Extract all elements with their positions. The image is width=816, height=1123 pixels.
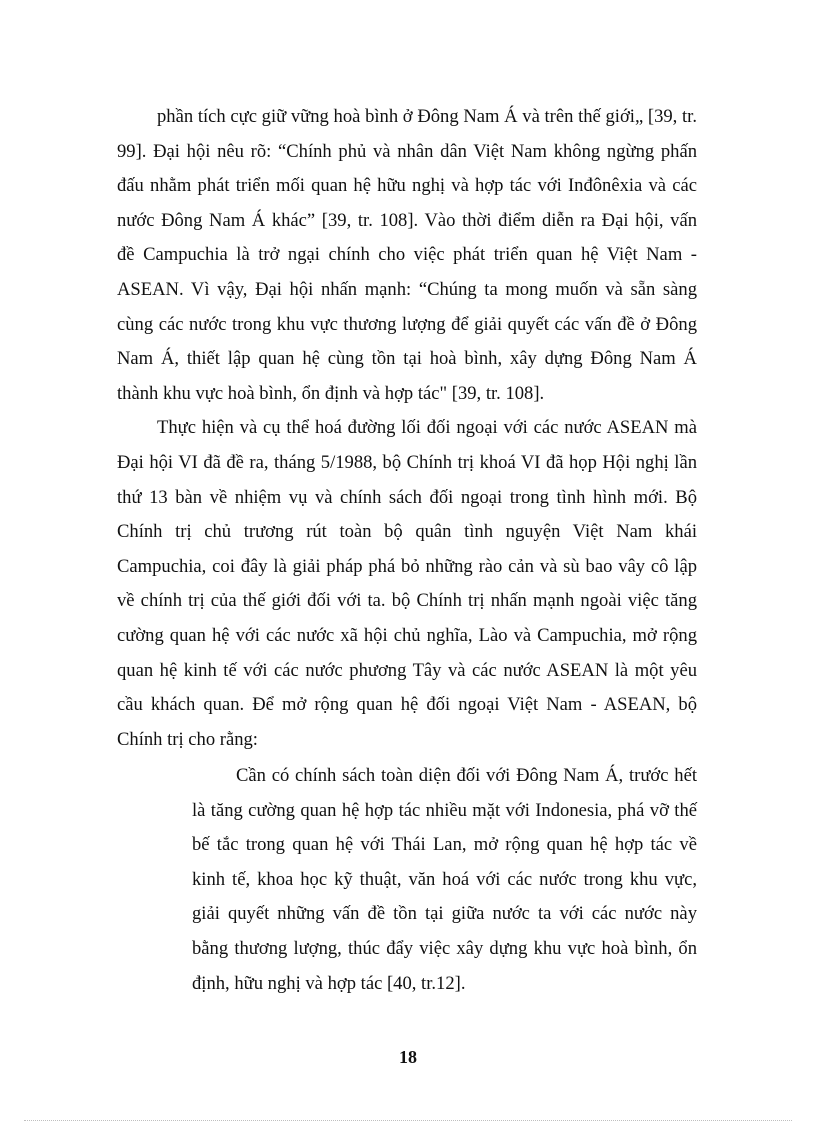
quote-line: giải quyết những vấn đề tồn tại giữa nước ta với các nước này (192, 903, 697, 925)
text-line: về chính trị của thế giới đối với ta. bộ Chính trị nhấn mạnh ngoài việc tăng (117, 590, 697, 612)
text-line: Chính trị chủ trương rút toàn bộ quân tình nguyện Việt Nam khái (117, 521, 697, 543)
footer-divider (24, 1120, 792, 1121)
text-line: Nam Á, thiết lập quan hệ cùng tồn tại hoà bình, xây dựng Đông Nam Á (117, 348, 697, 370)
text-line: quan hệ kinh tế với các nước phương Tây và các nước ASEAN là một yêu (117, 659, 697, 681)
quote-line: bằng thương lượng, thúc đẩy việc xây dựng khu vực hoà bình, ổn (192, 937, 697, 959)
body-text (117, 100, 697, 757)
quote-line: kinh tế, khoa học kỹ thuật, văn hoá với các nước trong khu vực, (192, 868, 697, 890)
text-line: đấu nhằm phát triển mối quan hệ hữu nghị và hợp tác với Inđônêxia và các (117, 175, 697, 197)
text-line: Đại hội VI đã đề ra, tháng 5/1988, bộ Chính trị khoá VI đã họp Hội nghị lần (117, 451, 697, 473)
text-line: thứ 13 bàn về nhiệm vụ và chính sách đối ngoại trong tình hình mới. Bộ (117, 486, 697, 508)
quote-line: bế tắc trong quan hệ với Thái Lan, mở rộng quan hệ hợp tác về (192, 834, 697, 856)
text-line: cầu khách quan. Để mở rộng quan hệ đối ngoại Việt Nam - ASEAN, bộ (117, 694, 697, 716)
quote-line: là tăng cường quan hệ hợp tác nhiều mặt với Indonesia, phá vỡ thế (192, 799, 697, 821)
text-line: nước Đông Nam Á khác” [39, tr. 108]. Vào thời điểm diễn ra Đại hội, vấn (117, 209, 697, 231)
page-number: 18 (399, 1047, 417, 1067)
text-line: cường quan hệ với các nước xã hội chủ nghĩa, Lào và Campuchia, mở rộng (117, 624, 697, 646)
text-line: phần tích cực giữ vững hoà bình ở Đông Nam Á và trên thế giới„ [39, tr. (157, 106, 697, 127)
text-line: 99]. Đại hội nêu rõ: “Chính phủ và nhân dân Việt Nam không ngừng phấn (117, 140, 697, 162)
block-quote (192, 759, 697, 1001)
text-line: Thực hiện và cụ thể hoá đường lối đối ngoại với các nước ASEAN mà (157, 417, 697, 439)
text-line: cùng các nước trong khu vực thương lượng để giải quyết các vấn đề ở Đông (117, 313, 697, 335)
text-line: thành khu vực hoà bình, ổn định và hợp tác" [39, tr. 108]. (117, 382, 545, 404)
text-line: Campuchia, coi đây là giải pháp phá bỏ những rào cản và sù bao vây cô lập (117, 555, 697, 577)
quote-line: định, hữu nghị và hợp tác [40, tr.12]. (192, 972, 466, 994)
text-line: Chính trị cho rằng: (117, 728, 258, 750)
text-line: đề Campuchia là trở ngại chính cho việc phát triển quan hệ Việt Nam - (117, 244, 697, 266)
quote-line: Cần có chính sách toàn diện đối với Đông Nam Á, trước hết (236, 765, 697, 786)
text-line: ASEAN. Vì vậy, Đại hội nhấn mạnh: “Chúng ta mong muốn và sẵn sàng (117, 278, 697, 300)
